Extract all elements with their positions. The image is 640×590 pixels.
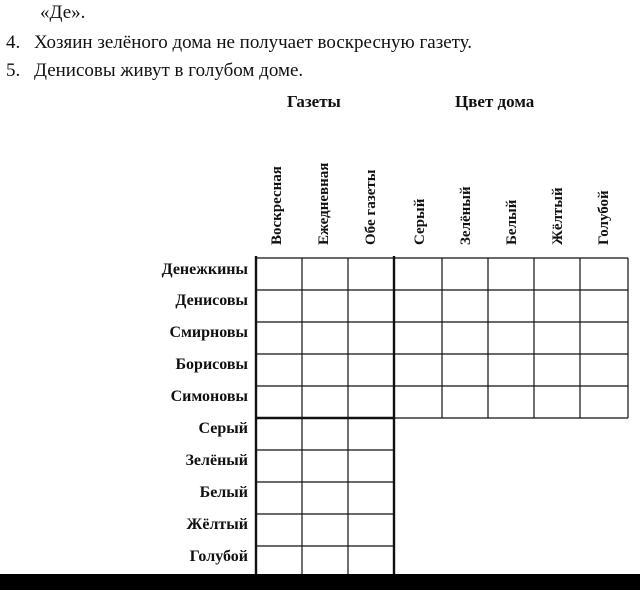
column-label-both: Обе газеты xyxy=(363,169,379,245)
item-5-text: Денисовы живут в голубом доме. xyxy=(34,60,304,81)
group-header-house-color: Цвет дома xyxy=(455,92,535,111)
row-label-smirnovy: Смирновы xyxy=(169,324,248,341)
column-label-daily: Ежедневная xyxy=(316,162,332,245)
row-label-green: Зелёный xyxy=(185,452,248,469)
column-label-green: Зелёный xyxy=(458,186,474,245)
row-label-denezhkiny: Денежкины xyxy=(161,261,248,278)
column-label-blue: Голубой xyxy=(596,190,612,245)
row-label-denisovy: Денисовы xyxy=(175,292,248,309)
group-header-newspapers: Газеты xyxy=(287,92,341,111)
row-label-white: Белый xyxy=(199,484,248,501)
row-label-borisovy: Борисовы xyxy=(175,356,248,373)
row-label-yellow: Жёлтый xyxy=(186,516,248,533)
column-label-gray: Серый xyxy=(412,198,428,245)
item-4-text: Хозяин зелёного дома не получает воскресную газету. xyxy=(34,32,473,53)
bottom-black-bar xyxy=(0,574,640,590)
text-line-top: «Де». xyxy=(40,2,86,23)
row-label-blue: Голубой xyxy=(189,548,248,565)
column-label-yellow: Жёлтый xyxy=(550,187,566,245)
column-label-sunday: Воскресная xyxy=(269,166,285,245)
item-5-number: 5. xyxy=(6,60,21,81)
row-label-gray: Серый xyxy=(198,420,248,437)
row-label-simonovy: Симоновы xyxy=(170,388,248,405)
item-4-number: 4. xyxy=(6,32,21,53)
column-label-white: Белый xyxy=(504,199,520,245)
